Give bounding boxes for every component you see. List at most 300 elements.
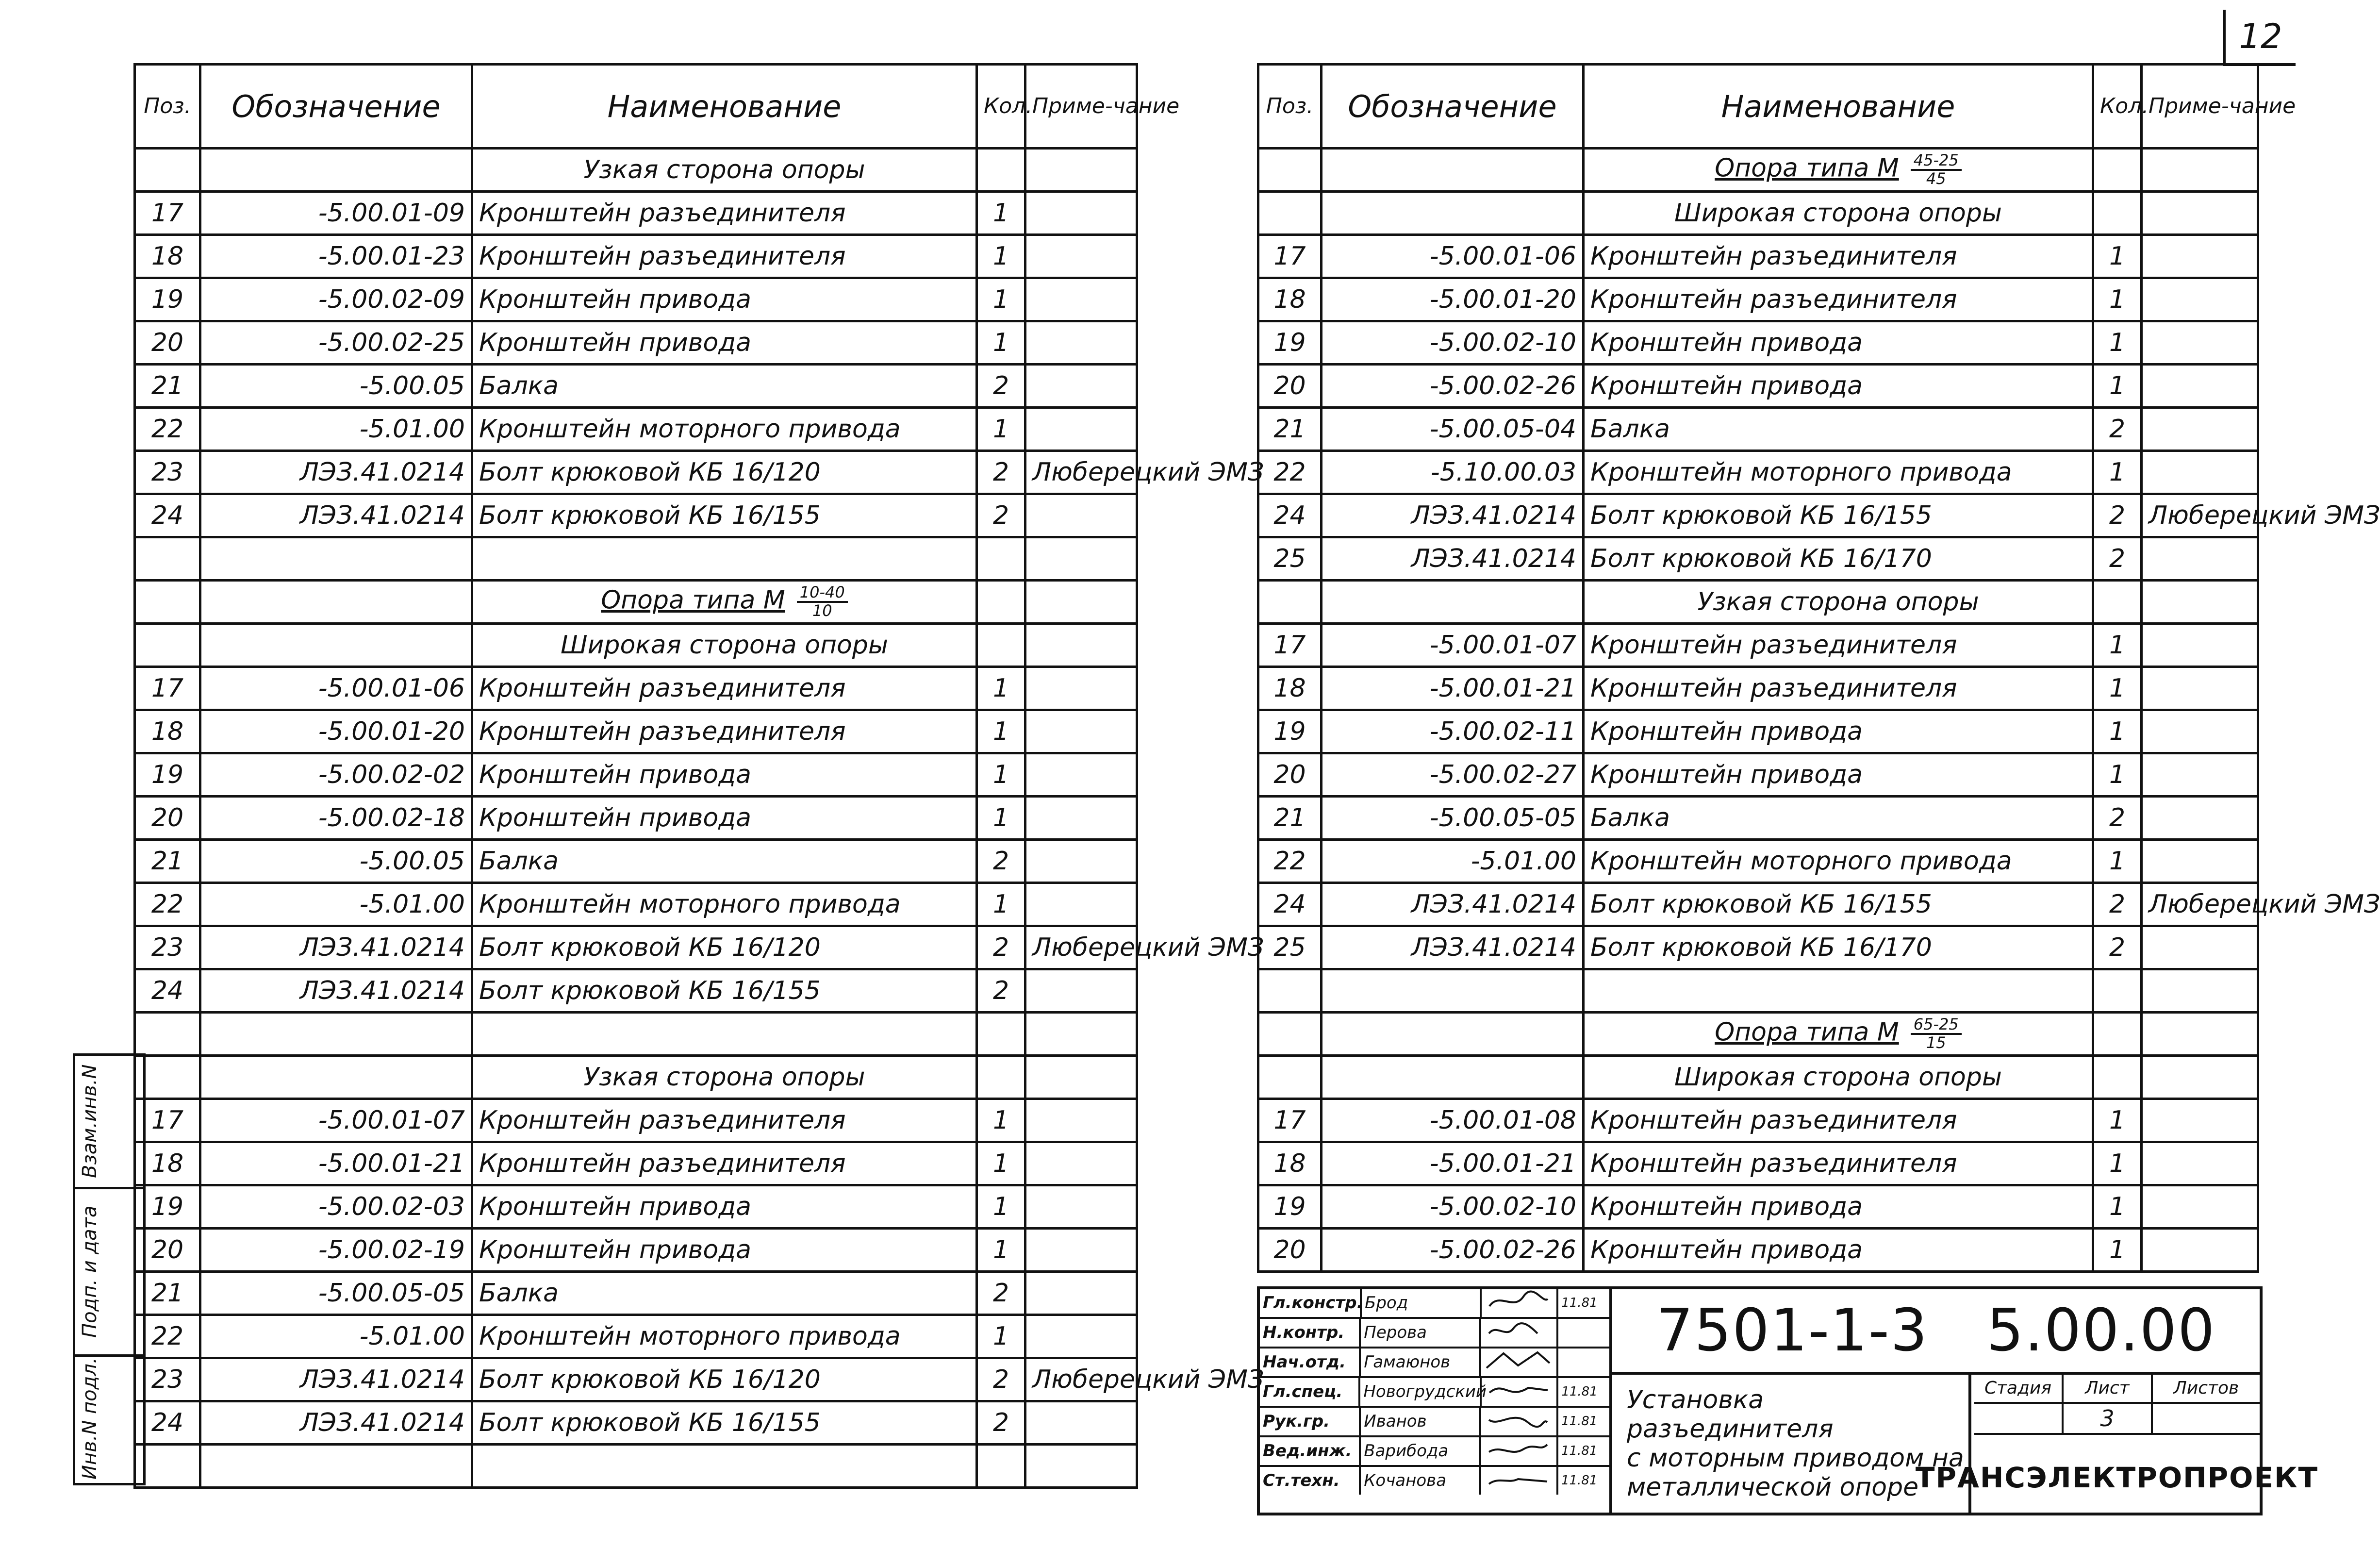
section-title: Широкая сторона опоры [1584,1056,2093,1099]
note-cell [2142,926,2258,969]
quantity-cell: 2 [2093,408,2142,451]
document-code [1612,1289,2260,1375]
designation-cell: -5.00.02-09 [200,278,472,321]
empty-cell [2093,969,2142,1013]
signature [1481,1319,1558,1347]
empty-cell [1258,192,1322,235]
name-cell: Болт крюковой КБ 16/120 [472,451,977,494]
table-row [1258,667,2258,710]
note-cell [2142,1142,2258,1185]
table-row [135,1185,1137,1229]
name-cell: Кронштейн привода [472,797,977,840]
empty-cell [1322,581,1584,624]
name-cell: Кронштейн привода [1584,1185,2093,1229]
note-cell [2142,667,2258,710]
support-type-label: Опора типа М [1715,1018,1899,1047]
note-cell [2142,451,2258,494]
table-row [135,1272,1137,1315]
header-qty: Кол. [2093,65,2142,149]
name-cell: Кронштейн моторного привода [1584,840,2093,883]
table-row [1258,537,2258,581]
designation-cell: -5.00.02-03 [200,1185,472,1229]
quantity-cell: 1 [2093,1099,2142,1142]
right-spec-table [1257,63,2380,1273]
note-cell [2142,278,2258,321]
designation-cell: -5.00.01-20 [200,710,472,753]
table-header [135,65,1137,149]
note-cell [2142,1185,2258,1229]
note-cell [1025,1099,1137,1142]
section-title: Узкая сторона опоры [1584,581,2093,624]
role-name: Новогрудский [1360,1378,1482,1406]
position-cell: 18 [1258,1142,1322,1185]
position-cell: 21 [1258,797,1322,840]
empty-cell [200,1013,472,1056]
note-cell: Люберецкий ЭМЗ [1025,451,1137,494]
quantity-cell: 1 [2093,624,2142,667]
designation-cell: -5.00.02-25 [200,321,472,365]
organization-name: ТРАНСЭЛЕКТРОПРОЕКТ [1915,1461,2319,1494]
designation-cell: -5.00.01-21 [1322,667,1584,710]
name-cell: Балка [472,365,977,408]
role-title: Рук.гр. [1260,1408,1361,1435]
side-cell-replacement [75,1056,143,1189]
name-cell: Балка [1584,797,2093,840]
position-cell: 19 [135,1185,200,1229]
designation-cell: -5.00.01-09 [200,192,472,235]
empty-cell [1025,537,1137,581]
section-row [1258,1056,2258,1099]
name-cell: Болт крюковой КБ 16/120 [472,1358,977,1401]
designation-cell: ЛЭЗ.41.0214 [1322,883,1584,926]
position-cell: 20 [1258,753,1322,797]
quantity-cell: 1 [2093,1229,2142,1272]
quantity-cell: 1 [2093,1142,2142,1185]
table-row [135,1099,1137,1142]
quantity-cell: 2 [977,365,1025,408]
header-note: Приме-чание [1025,65,1137,149]
role-title: Ст.техн. [1260,1467,1361,1495]
support-type-title [472,581,977,624]
table-row [1258,235,2258,278]
note-cell: Люберецкий ЭМЗ [1025,1358,1137,1401]
designation-cell: -5.00.02-26 [1322,1229,1584,1272]
designation-cell: -5.00.05 [200,840,472,883]
position-cell: 19 [135,753,200,797]
role-title: Гл.констр. [1260,1289,1362,1317]
role-row [1260,1319,1609,1348]
name-cell: Кронштейн привода [472,278,977,321]
position-cell: 17 [1258,235,1322,278]
position-cell: 20 [135,797,200,840]
table-row [1258,710,2258,753]
empty-cell [1025,149,1137,192]
designation-cell: -5.00.05-04 [1322,408,1584,451]
name-cell: Кронштейн привода [1584,753,2093,797]
position-cell: 18 [135,235,200,278]
table-row [135,710,1137,753]
designation-cell: ЛЭЗ.41.0214 [200,926,472,969]
designation-cell: -5.00.02-18 [200,797,472,840]
quantity-cell: 1 [2093,365,2142,408]
note-cell [1025,278,1137,321]
position-cell: 18 [1258,278,1322,321]
role-name: Кочанова [1361,1467,1481,1495]
quantity-cell: 1 [977,753,1025,797]
empty-cell [1322,969,1584,1013]
position-cell: 20 [135,321,200,365]
header-designation: Обозначение [1322,65,1584,149]
quantity-cell: 1 [977,1229,1025,1272]
name-cell: Кронштейн разъединителя [472,1142,977,1185]
role-date: 11.81 [1561,1444,1598,1458]
position-cell: 24 [1258,883,1322,926]
support-type-fraction [1911,1016,1962,1051]
position-cell: 20 [135,1229,200,1272]
note-cell [1025,1229,1137,1272]
fraction-numerator: 10-40 [797,584,848,603]
empty-cell [977,1445,1025,1488]
designation-cell: -5.00.01-07 [200,1099,472,1142]
header-pos: Поз. [1258,65,1322,149]
empty-cell [1258,1013,1322,1056]
stage-sheet-grid [1974,1375,2260,1443]
position-cell: 17 [1258,624,1322,667]
section-row [135,1056,1137,1099]
empty-cell [2142,1013,2258,1056]
empty-cell [1322,1013,1584,1056]
quantity-cell: 2 [977,494,1025,537]
page-number: 12 [2223,10,2296,66]
support-type-fraction [1911,152,1962,187]
quantity-cell: 1 [977,278,1025,321]
note-cell [2142,624,2258,667]
empty-cell [977,1056,1025,1099]
name-cell: Кронштейн привода [1584,710,2093,753]
role-title: Нач.отд. [1260,1348,1361,1376]
empty-cell [1025,624,1137,667]
signature [1482,1289,1558,1317]
position-cell: 22 [135,408,200,451]
empty-cell [977,1013,1025,1056]
quantity-cell: 2 [977,1272,1025,1315]
name-cell: Кронштейн разъединителя [1584,278,2093,321]
note-cell [1025,883,1137,926]
position-cell: 18 [1258,667,1322,710]
note-cell [2142,753,2258,797]
section-row [135,624,1137,667]
table-row [1258,1185,2258,1229]
table-row [135,667,1137,710]
quantity-cell: 1 [977,1099,1025,1142]
table-row [135,840,1137,883]
support-type-title [1584,1013,2093,1056]
quantity-cell: 1 [977,321,1025,365]
table-row [1258,926,2258,969]
designation-cell: -5.00.02-27 [1322,753,1584,797]
quantity-cell: 1 [2093,451,2142,494]
side-cell-inventory [75,1357,143,1481]
note-cell [2142,235,2258,278]
position-cell: 23 [135,1358,200,1401]
quantity-cell: 1 [977,667,1025,710]
position-cell: 24 [1258,494,1322,537]
sheet-value: 3 [2064,1404,2153,1435]
position-cell: 22 [1258,840,1322,883]
position-cell: 24 [135,1401,200,1445]
empty-cell [1258,969,1322,1013]
note-cell [2142,710,2258,753]
position-cell: 24 [135,494,200,537]
support-type-label: Опора типа М [601,586,785,615]
name-cell: Кронштейн привода [1584,1229,2093,1272]
empty-cell [2093,149,2142,192]
header-designation: Обозначение [200,65,472,149]
table-row [1258,321,2258,365]
position-cell: 25 [1258,537,1322,581]
note-cell [1025,840,1137,883]
empty-cell [472,1013,977,1056]
name-cell: Балка [1584,408,2093,451]
name-cell: Болт крюковой КБ 16/155 [472,494,977,537]
designation-cell: ЛЭЗ.41.0214 [200,1358,472,1401]
quantity-cell: 1 [2093,321,2142,365]
designation-cell: -5.00.01-21 [1322,1142,1584,1185]
table-row [1258,451,2258,494]
empty-cell [2093,1013,2142,1056]
quantity-cell: 1 [977,710,1025,753]
designation-cell: ЛЭЗ.41.0214 [200,1401,472,1445]
note-cell [2142,321,2258,365]
support-type-title [1584,149,2093,192]
name-cell: Болт крюковой КБ 16/170 [1584,537,2093,581]
support-type-row [1258,1013,2258,1056]
note-cell: Люберецкий ЭМЗ [1025,926,1137,969]
name-cell: Кронштейн разъединителя [1584,1099,2093,1142]
empty-cell [977,149,1025,192]
quantity-cell: 2 [2093,494,2142,537]
note-cell [1025,1142,1137,1185]
note-cell [1025,667,1137,710]
position-cell: 19 [1258,1185,1322,1229]
name-cell: Болт крюковой КБ 16/155 [1584,494,2093,537]
empty-cell [472,1445,977,1488]
quantity-cell: 1 [2093,1185,2142,1229]
position-cell: 17 [135,192,200,235]
sheets-value [2153,1404,2260,1435]
designation-cell: ЛЭЗ.41.0214 [1322,926,1584,969]
quantity-cell: 1 [977,883,1025,926]
table-row [1258,840,2258,883]
table-row [1258,797,2258,840]
designation-cell: -5.00.01-21 [200,1142,472,1185]
table-row [1258,1142,2258,1185]
role-row [1260,1408,1609,1437]
section-row [1258,192,2258,235]
position-cell: 20 [1258,1229,1322,1272]
empty-cell [1584,969,2093,1013]
name-cell: Кронштейн разъединителя [1584,667,2093,710]
name-cell: Кронштейн моторного привода [1584,451,2093,494]
blank-row [1258,969,2258,1013]
quantity-cell: 1 [2093,753,2142,797]
role-date: 11.81 [1561,1414,1598,1429]
header-name: Наименование [1584,65,2093,149]
empty-cell [1025,1445,1137,1488]
note-cell [1025,1315,1137,1358]
designation-cell: -5.00.02-19 [200,1229,472,1272]
note-cell [1025,969,1137,1013]
designation-cell: -5.01.00 [200,408,472,451]
name-cell: Кронштейн разъединителя [1584,1142,2093,1185]
doc-code-left: 7501-1-3 [1656,1297,1929,1365]
note-cell [1025,365,1137,408]
position-cell: 22 [135,1315,200,1358]
empty-cell [1322,192,1584,235]
note-cell [1025,1185,1137,1229]
empty-cell [2142,969,2258,1013]
empty-cell [1025,1056,1137,1099]
table-row [135,494,1137,537]
position-cell: 18 [135,1142,200,1185]
quantity-cell: 2 [977,1401,1025,1445]
quantity-cell: 1 [2093,840,2142,883]
note-cell [1025,753,1137,797]
name-cell: Болт крюковой КБ 16/120 [472,926,977,969]
signature [1481,1467,1558,1495]
name-cell: Кронштейн моторного привода [472,883,977,926]
quantity-cell: 2 [2093,883,2142,926]
position-cell: 19 [1258,321,1322,365]
table-row [1258,624,2258,667]
support-type-row [1258,149,2258,192]
empty-cell [200,149,472,192]
designation-cell: -5.00.01-06 [200,667,472,710]
position-cell: 24 [135,969,200,1013]
left-spec-table [133,63,1264,1489]
table-row [135,883,1137,926]
note-cell [1025,710,1137,753]
position-cell: 20 [1258,365,1322,408]
empty-cell [200,624,472,667]
note-cell [1025,494,1137,537]
empty-cell [1258,581,1322,624]
section-title: Широкая сторона опоры [1584,192,2093,235]
empty-cell [200,1056,472,1099]
section-title: Узкая сторона опоры [472,1056,977,1099]
quantity-cell: 1 [977,1315,1025,1358]
quantity-cell: 1 [2093,710,2142,753]
designation-cell: ЛЭЗ.41.0214 [1322,494,1584,537]
header-pos: Поз. [135,65,200,149]
name-cell: Балка [472,1272,977,1315]
position-cell: 21 [135,1272,200,1315]
position-cell: 18 [135,710,200,753]
name-cell: Болт крюковой КБ 16/155 [472,969,977,1013]
name-cell: Кронштейн привода [472,1229,977,1272]
designation-cell: ЛЭЗ.41.0214 [1322,537,1584,581]
description-line: с моторным приводом на [1627,1444,1964,1473]
table-row [135,451,1137,494]
name-cell: Балка [472,840,977,883]
note-cell [1025,797,1137,840]
table-row [135,926,1137,969]
section-title: Широкая сторона опоры [472,624,977,667]
role-row [1260,1378,1609,1408]
designation-cell: -5.00.02-10 [1322,321,1584,365]
position-cell: 22 [135,883,200,926]
table-row [135,969,1137,1013]
fraction-numerator: 45-25 [1911,152,1962,171]
table-row [135,797,1137,840]
quantity-cell: 2 [2093,926,2142,969]
note-cell [2142,537,2258,581]
name-cell: Кронштейн разъединителя [472,710,977,753]
note-cell [2142,365,2258,408]
blank-row [135,1445,1137,1488]
position-cell: 19 [135,278,200,321]
name-cell: Болт крюковой КБ 16/155 [472,1401,977,1445]
empty-cell [1322,149,1584,192]
quantity-cell: 1 [977,1142,1025,1185]
table-row [135,1358,1137,1401]
note-cell [1025,235,1137,278]
name-cell: Кронштейн привода [472,753,977,797]
empty-cell [200,581,472,624]
role-date: 11.81 [1561,1384,1598,1399]
doc-code-right: 5.00.00 [1986,1297,2216,1365]
position-cell: 17 [135,667,200,710]
empty-cell [2142,192,2258,235]
side-label: Подп. и дата [79,1205,101,1338]
empty-cell [977,581,1025,624]
header-note: Приме-чание [2142,65,2258,149]
empty-cell [1322,1056,1584,1099]
designation-cell: ЛЭЗ.41.0214 [200,969,472,1013]
position-cell: 25 [1258,926,1322,969]
designation-cell: -5.00.05-05 [1322,797,1584,840]
table-row [135,1401,1137,1445]
blank-row [135,1013,1137,1056]
table-row [135,408,1137,451]
designation-cell: -5.01.00 [200,883,472,926]
note-cell [2142,840,2258,883]
table-row [135,1315,1137,1358]
designation-cell: -5.01.00 [200,1315,472,1358]
quantity-cell: 1 [2093,667,2142,710]
side-cell-signature [75,1189,143,1357]
role-name: Брод [1362,1289,1482,1317]
position-cell: 17 [135,1099,200,1142]
position-cell: 23 [135,926,200,969]
table-row [1258,365,2258,408]
table-row [135,192,1137,235]
role-title: Вед.инж. [1260,1437,1361,1465]
section-row [1258,581,2258,624]
table-row [1258,753,2258,797]
table-row [135,235,1137,278]
position-cell: 21 [135,365,200,408]
name-cell: Болт крюковой КБ 16/170 [1584,926,2093,969]
position-cell: 21 [1258,408,1322,451]
quantity-cell: 2 [2093,537,2142,581]
table-row [1258,883,2258,926]
quantity-cell: 2 [977,926,1025,969]
section-title: Узкая сторона опоры [472,149,977,192]
signature [1482,1378,1558,1406]
note-cell [2142,1229,2258,1272]
position-cell: 21 [135,840,200,883]
